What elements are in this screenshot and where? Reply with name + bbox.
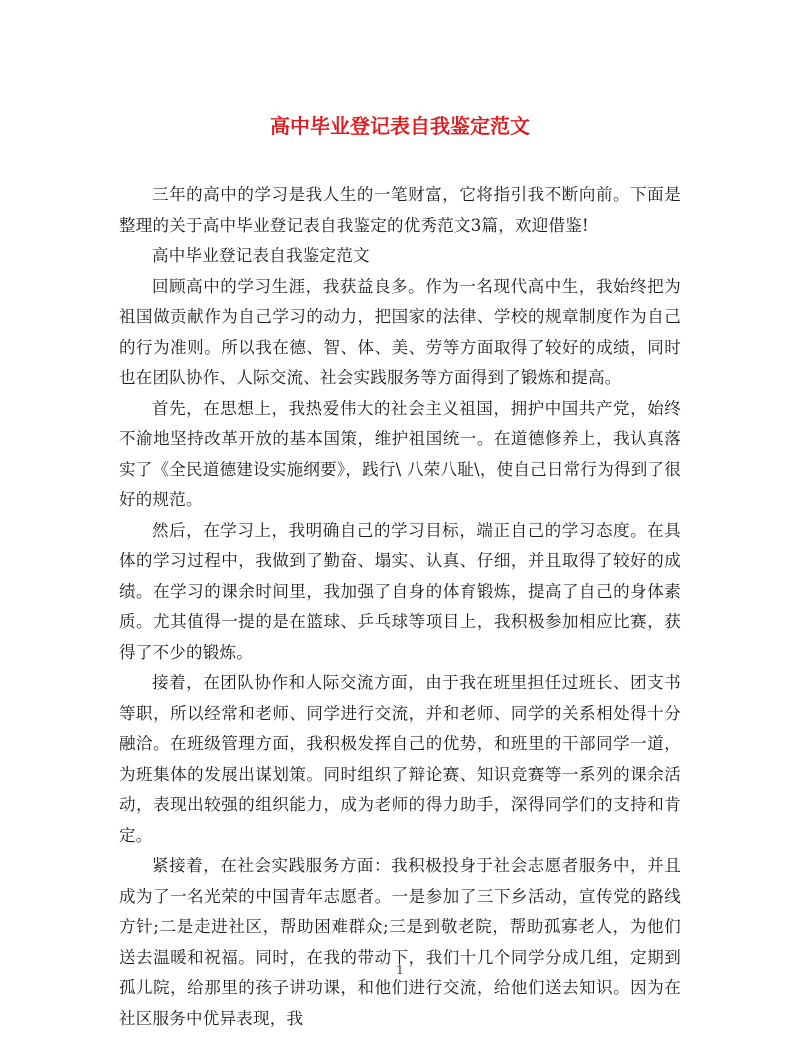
paragraph-social-service: 紧接着，在社会实践服务方面：我积极投身于社会志愿者服务中，并且成为了一名光荣的中国青年志愿者。一是参加了三下乡活动，宣传党的路线方针;二是走进社区，帮助困难群众;三是到敬老院，帮助孤寡老人，为他们送去温暖和祝福。同时，在我的带动下，我们十几个同学分成几组，定期到孤儿院，给那里的孩子讲功课，和他们进行交流，给他们送去知识。因为在社区服务中优异表现，我: [119, 856, 681, 1028]
paragraph-subtitle: 高中毕业登记表自我鉴定范文: [152, 246, 370, 265]
paragraph-thought: 首先，在思想上，我热爱伟大的社会主义祖国，拥护中国共产党，始终不渝地坚持改革开放的基本国策，维护祖国统一。在道德修养上，我认真落实了《全民道德建设实施纲要》，践行\ 八荣八耻\，使自己日常行为得到了很好的规范。: [119, 398, 681, 509]
paragraph-teamwork: 接着，在团队协作和人际交流方面，由于我在班里担任过班长、团支书等职，所以经常和老师、同学进行交流，并和老师、同学的关系相处得十分融洽。在班级管理方面，我积极发挥自己的优势，和班里的干部同学一道，为班集体的发展出谋划策。同时组织了辩论赛、知识竞赛等一系列的课余活动，表现出较强的组织能力，成为老师的得力助手，深得同学们的支持和肯定。: [119, 673, 681, 845]
paragraph-intro: 三年的高中的学习是我人生的一笔财富，它将指引我不断向前。下面是整理的关于高中毕业登记表自我鉴定的优秀范文3篇，欢迎借鉴!: [119, 185, 681, 235]
document-body: [119, 180, 681, 1034]
paragraph-study: 然后，在学习上，我明确自己的学习目标，端正自己的学习态度。在具体的学习过程中，我做到了勤奋、塌实、认真、仔细，并且取得了较好的成绩。在学习的课余时间里，我加强了自身的体育锻炼，提高了自己的身体素质。尤其值得一提的是在篮球、乒乓球等项目上，我积极参加相应比赛，获得了不少的锻炼。: [119, 520, 681, 662]
paragraph-review: 回顾高中的学习生涯，我获益良多。作为一名现代高中生，我始终把为祖国做贡献作为自己学习的动力，把国家的法律、学校的规章制度作为自己的行为准则。所以我在德、智、体、美、劳等方面取得了较好的成绩，同时也在团队协作、人际交流、社会实践服务等方面得到了锻炼和提高。: [119, 276, 681, 387]
document-title: 高中毕业登记表自我鉴定范文: [270, 114, 530, 138]
page-number: 1: [396, 963, 404, 977]
